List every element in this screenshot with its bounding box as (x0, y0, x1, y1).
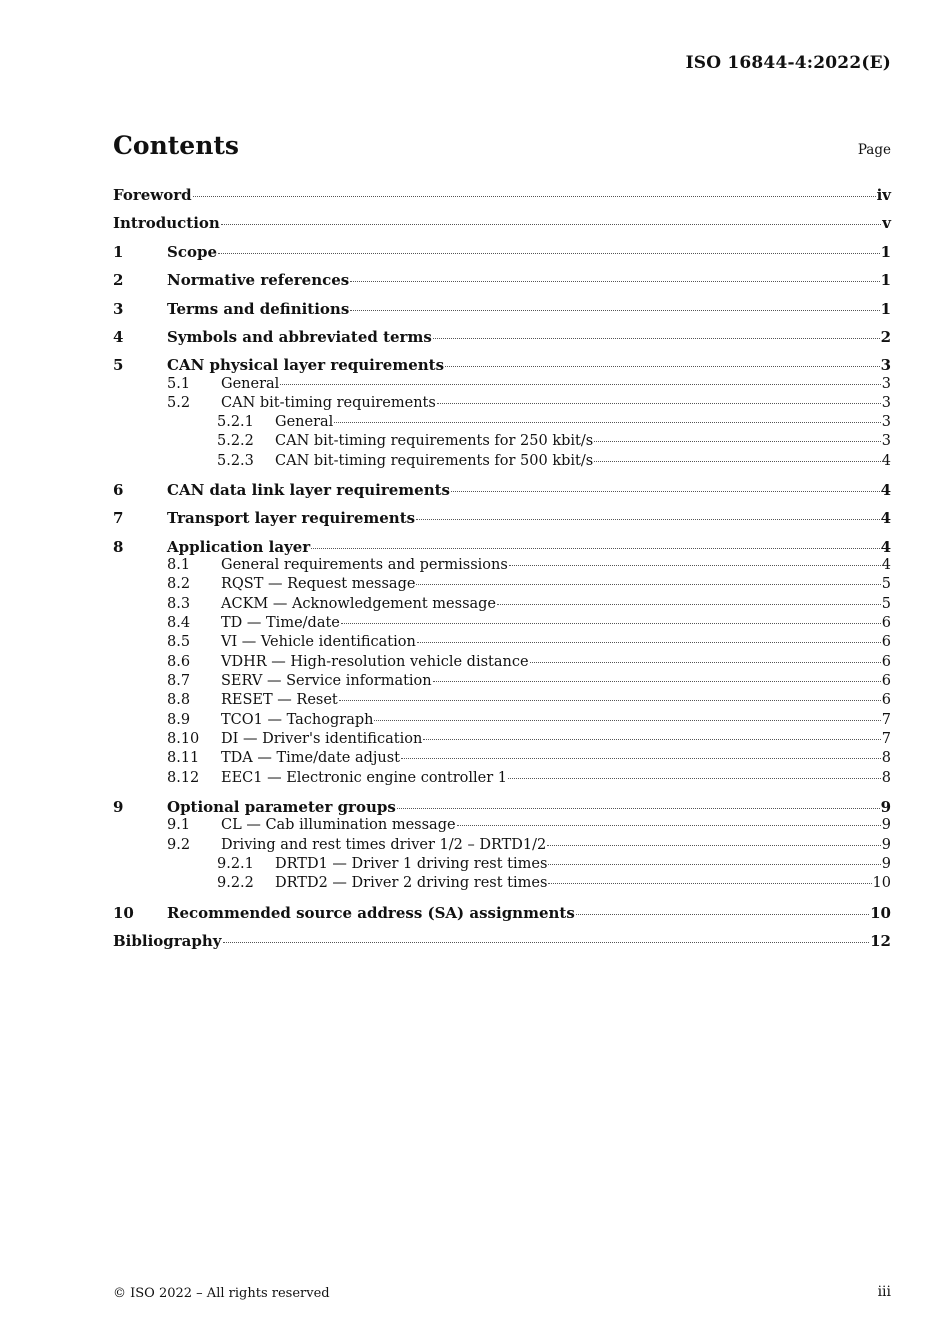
dot-leader (508, 778, 881, 779)
toc-entry-number: 10 (113, 904, 134, 922)
dot-leader (594, 461, 881, 462)
dot-leader (401, 758, 881, 759)
toc-entry-page: 1 (880, 300, 891, 318)
dot-leader (576, 914, 869, 915)
page-title: Contents (113, 131, 240, 160)
dot-leader (437, 403, 881, 404)
toc-entry[interactable] (113, 481, 891, 501)
toc-entry-number: 2 (113, 271, 124, 289)
toc-entry-number: 7 (113, 509, 124, 527)
toc-entry-page: 3 (881, 433, 891, 449)
toc-entry[interactable] (113, 243, 891, 263)
toc-entry[interactable] (113, 271, 891, 291)
toc-entry-page: 8 (881, 770, 891, 786)
toc-entry[interactable] (113, 557, 891, 577)
toc-entry-title: TD — Time/date (221, 615, 340, 631)
toc-entry[interactable] (113, 750, 891, 770)
toc-entry[interactable] (113, 654, 891, 674)
toc-entry[interactable] (113, 433, 891, 453)
toc-entry[interactable] (113, 817, 891, 837)
toc-entry-number: 5.2.2 (217, 433, 254, 449)
toc-entry-title: Terms and definitions (167, 300, 350, 318)
toc-entry-title: Recommended source address (SA) assignments (167, 904, 575, 922)
toc-entry-page: 6 (881, 692, 891, 708)
dot-leader (341, 623, 881, 624)
toc-entry-number: 8.12 (167, 770, 200, 786)
toc-entry-title: Normative references (167, 271, 350, 289)
toc-entry[interactable] (113, 856, 891, 876)
toc-entry-page: iv (876, 186, 891, 204)
toc-entry-page: 3 (880, 356, 891, 374)
dot-leader (223, 942, 870, 943)
toc-entry-page: 4 (880, 509, 891, 527)
toc-entry-number: 8.11 (167, 750, 200, 766)
toc-entry[interactable] (113, 538, 891, 558)
toc-entry-number: 9.1 (167, 817, 191, 833)
toc-entry-number: 4 (113, 328, 124, 346)
toc-entry[interactable] (113, 837, 891, 857)
dot-leader (397, 808, 880, 809)
toc-entry[interactable] (113, 596, 891, 616)
dot-leader (218, 253, 880, 254)
toc-entry-title: Driving and rest times driver 1/2 – DRTD1/2 (221, 837, 547, 853)
dot-leader (497, 604, 881, 605)
toc-entry-title: CAN bit-timing requirements (221, 395, 436, 411)
toc-entry-page: 9 (880, 798, 891, 816)
dot-leader (451, 491, 880, 492)
toc-entry[interactable] (113, 576, 891, 596)
dot-leader (594, 441, 881, 442)
dot-leader (221, 224, 881, 225)
toc-entry-page: 6 (881, 615, 891, 631)
toc-entry-number: 9 (113, 798, 124, 816)
toc-entry-page: 9 (881, 837, 891, 853)
dot-leader (457, 825, 881, 826)
page-number: iii (877, 1284, 891, 1300)
toc-entry-page: 2 (880, 328, 891, 346)
toc-entry-page: 6 (881, 673, 891, 689)
dot-leader (416, 519, 879, 520)
toc-entry-title: CAN data link layer requirements (167, 481, 450, 499)
toc-entry-number: 5.2.3 (217, 453, 254, 469)
copyright-notice: © ISO 2022 – All rights reserved (113, 1286, 330, 1301)
dot-leader (445, 366, 880, 367)
toc-entry-title: General (275, 414, 334, 430)
toc-entry[interactable] (113, 673, 891, 693)
toc-entry-title: Symbols and abbreviated terms (167, 328, 432, 346)
toc-entry-page: 7 (881, 712, 891, 728)
toc-entry-number: 8.1 (167, 557, 191, 573)
toc-entry-title: EEC1 — Electronic engine controller 1 (221, 770, 507, 786)
toc-entry-page: 4 (880, 538, 891, 556)
toc-entry-page: 10 (872, 875, 891, 891)
toc-entry-page: 3 (881, 376, 891, 392)
toc-entry-title: CL — Cab illumination message (221, 817, 456, 833)
toc-entry-page: 1 (880, 243, 891, 261)
toc-entry[interactable] (113, 356, 891, 376)
toc-entry[interactable] (113, 509, 891, 529)
toc-entry-title: Foreword (113, 186, 192, 204)
toc-entry[interactable] (113, 875, 891, 895)
dot-leader (280, 384, 880, 385)
toc-entry-number: 5 (113, 356, 124, 374)
toc-entry[interactable] (113, 692, 891, 712)
toc-entry[interactable] (113, 328, 891, 348)
toc-entry-number: 8.7 (167, 673, 191, 689)
toc-entry-title: RESET — Reset (221, 692, 338, 708)
toc-entry-number: 1 (113, 243, 124, 261)
dot-leader (334, 422, 880, 423)
toc-entry-title: CAN bit-timing requirements for 250 kbit/s (275, 433, 594, 449)
dot-leader (548, 883, 871, 884)
dot-leader (350, 281, 879, 282)
toc-entry[interactable] (113, 904, 891, 924)
toc-entry-page: 5 (881, 576, 891, 592)
toc-entry-title: Optional parameter groups (167, 798, 396, 816)
toc-entry-page: 12 (870, 932, 891, 950)
toc-entry[interactable] (113, 376, 891, 396)
toc-entry-number: 8.3 (167, 596, 191, 612)
toc-entry-page: 4 (880, 481, 891, 499)
toc-entry-page: 5 (881, 596, 891, 612)
toc-entry-number: 8.10 (167, 731, 200, 747)
toc-entry[interactable] (113, 186, 891, 206)
toc-entry-number: 9.2 (167, 837, 191, 853)
toc-entry-title: General requirements and permissions (221, 557, 508, 573)
dot-leader (548, 864, 880, 865)
toc-entry-title: DRTD1 — Driver 1 driving rest times (275, 856, 548, 872)
dot-leader (311, 548, 879, 549)
toc-entry-page: 4 (881, 557, 891, 573)
toc-entry-page: 7 (881, 731, 891, 747)
toc-entry-number: 8.4 (167, 615, 191, 631)
dot-leader (374, 720, 880, 721)
toc-entry[interactable] (113, 414, 891, 434)
toc-entry[interactable] (113, 731, 891, 751)
toc-entry-title: RQST — Request message (221, 576, 416, 592)
dot-leader (433, 681, 881, 682)
toc-entry-title: SERV — Service information (221, 673, 432, 689)
toc-entry-title: Bibliography (113, 932, 222, 950)
toc-entry-number: 3 (113, 300, 124, 318)
toc-entry-page: 3 (881, 395, 891, 411)
toc-entry[interactable] (113, 615, 891, 635)
toc-entry-title: VI — Vehicle identification (221, 634, 416, 650)
dot-leader (350, 310, 879, 311)
toc-entry[interactable] (113, 932, 891, 952)
toc-entry-title: DRTD2 — Driver 2 driving rest times (275, 875, 548, 891)
toc-entry-number: 8.2 (167, 576, 191, 592)
toc-entry-title: Application layer (167, 538, 311, 556)
toc-entry-page: 1 (880, 271, 891, 289)
toc-entry-title: DI — Driver's identification (221, 731, 423, 747)
toc-entry-number: 5.2.1 (217, 414, 254, 430)
toc-entry-page: v (882, 214, 891, 232)
toc-entry-title: TCO1 — Tachograph (221, 712, 374, 728)
dot-leader (423, 739, 880, 740)
dot-leader (547, 845, 881, 846)
toc-entry-number: 5.1 (167, 376, 191, 392)
document-header-id: ISO 16844-4:2022(E) (685, 53, 891, 73)
toc-entry-number: 8.6 (167, 654, 191, 670)
dot-leader (416, 584, 880, 585)
toc-entry-title: VDHR — High-resolution vehicle distance (221, 654, 529, 670)
toc-entry-title: CAN bit-timing requirements for 500 kbit/s (275, 453, 594, 469)
dot-leader (509, 565, 881, 566)
toc-entry-title: General (221, 376, 280, 392)
dot-leader (417, 642, 881, 643)
toc-entry[interactable] (113, 712, 891, 732)
toc-entry-number: 8.9 (167, 712, 191, 728)
toc-entry-page: 6 (881, 654, 891, 670)
toc-entry-page: 4 (881, 453, 891, 469)
dot-leader (530, 662, 881, 663)
dot-leader (193, 196, 876, 197)
toc-entry-title: TDA — Time/date adjust (221, 750, 400, 766)
toc-entry-number: 9.2.1 (217, 856, 254, 872)
dot-leader (433, 338, 880, 339)
toc-entry-number: 9.2.2 (217, 875, 254, 891)
toc-entry-title: Scope (167, 243, 218, 261)
toc-entry-number: 6 (113, 481, 124, 499)
toc-entry-page: 10 (870, 904, 891, 922)
toc-entry-page: 3 (881, 414, 891, 430)
toc-entry[interactable] (113, 395, 891, 415)
toc-entry-page: 6 (881, 634, 891, 650)
toc-entry-title: Transport layer requirements (167, 509, 416, 527)
toc-entry[interactable] (113, 453, 891, 473)
toc-entry[interactable] (113, 798, 891, 818)
toc-entry[interactable] (113, 770, 891, 790)
toc-entry[interactable] (113, 300, 891, 320)
toc-entry-title: CAN physical layer requirements (167, 356, 445, 374)
toc-entry-page: 8 (881, 750, 891, 766)
toc-entry-number: 8.8 (167, 692, 191, 708)
toc-entry[interactable] (113, 634, 891, 654)
toc-entry-number: 8 (113, 538, 124, 556)
toc-entry-title: ACKM — Acknowledgement message (221, 596, 497, 612)
toc-entry-page: 9 (881, 856, 891, 872)
toc-entry-number: 8.5 (167, 634, 191, 650)
toc-entry[interactable] (113, 214, 891, 234)
page-column-label: Page (857, 142, 891, 158)
toc-entry-title: Introduction (113, 214, 220, 232)
dot-leader (339, 700, 881, 701)
toc-entry-page: 9 (881, 817, 891, 833)
toc-entry-number: 5.2 (167, 395, 191, 411)
